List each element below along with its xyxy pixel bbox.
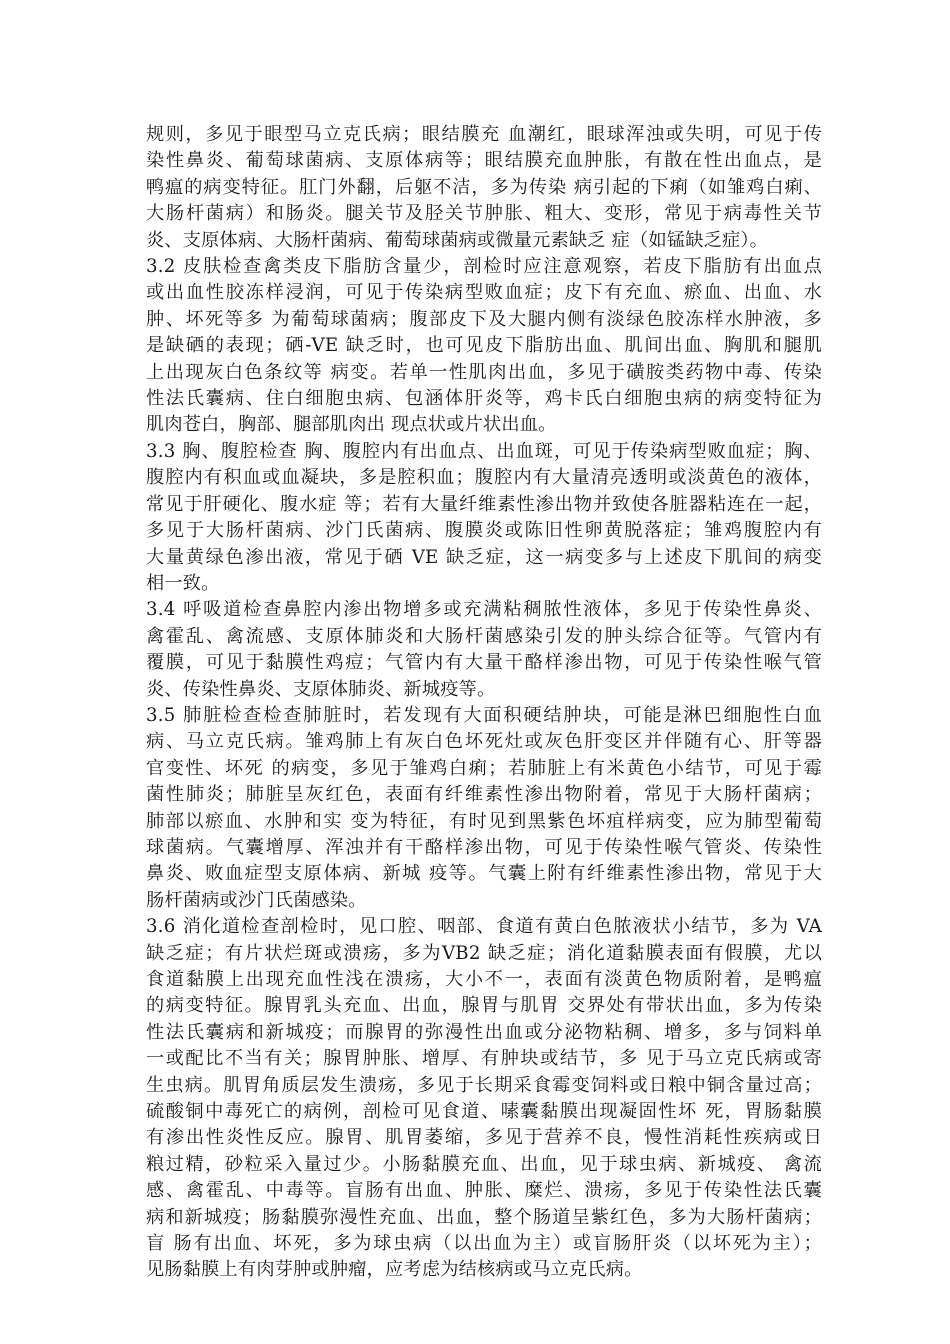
paragraph (146, 914, 822, 1284)
text-line: 腹腔内有积血或血凝块，多是腔积血；腹腔内有大量清亮透明或淡黄色的液体， (146, 467, 822, 489)
text-line: 缺乏症；有片状烂斑或溃疡，多为VB2 缺乏症；消化道黏膜表面有假膜，尤以 (146, 942, 822, 964)
text-line: 球菌病。气囊增厚、浑浊并有干酪样渗出物，可见于传染性喉气管炎、传染性 (146, 836, 822, 858)
text-line: 或出血性胶冻样浸润，可见于传染病型败血症；皮下有充血、瘀血、出血、水 (146, 282, 822, 304)
text-line: 一或配比不当有关；腺胃肿胀、增厚、有肿块或结节，多 见于马立克氏病或寄 (146, 1048, 822, 1070)
text-line: 菌性肺炎；肺脏呈灰红色，表面有纤维素性渗出物附着，常见于大肠杆菌病； (146, 784, 822, 806)
text-line: 覆膜，可见于黏膜性鸡痘；气管内有大量干酪样渗出物，可见于传染性喉气管 (146, 652, 822, 674)
paragraph (146, 254, 822, 439)
text-line: 3.4 呼吸道检查鼻腔内渗出物增多或充满粘稠脓性液体，多见于传染性鼻炎、 (146, 599, 822, 621)
text-line: 肺部以瘀血、水肿和实 变为特征，有时见到黑紫色坏疽样病变，应为肺型葡萄 (146, 810, 822, 832)
text-line: 3.6 消化道检查剖检时，见口腔、咽部、食道有黄白色脓液状小结节，多为 VA (146, 916, 822, 938)
text-line: 大量黄绿色渗出液，常见于硒 VE 缺乏症，这一病变多与上述皮下肌间的病变 (146, 546, 822, 568)
text-line: 鼻炎、败血症型支原体病、新城 疫等。气囊上附有纤维素性渗出物，常见于大 (146, 863, 822, 885)
text-line: 禽霍乱、禽流感、支原体肺炎和大肠杆菌感染引发的肿头综合征等。气管内有 (146, 625, 822, 647)
text-line: 炎、传染性鼻炎、支原体肺炎、新城疫等。 (146, 678, 496, 700)
paragraph (146, 439, 822, 597)
text-line: 肠杆菌病或沙门氏菌感染。 (146, 889, 367, 911)
text-line: 病、马立克氏病。雏鸡肺上有灰白色坏死灶或灰色肝变区并伴随有心、肝等器 (146, 731, 822, 753)
text-line: 的病变特征。腺胃乳头充血、出血，腺胃与肌胃 交界处有带状出血，多为传染 (146, 995, 822, 1017)
paragraph (146, 703, 822, 914)
text-line: 有渗出性炎性反应。腺胃、肌胃萎缩，多见于营养不良，慢性消耗性疾病或日 (146, 1127, 822, 1149)
text-line: 性法氏囊病和新城疫；而腺胃的弥漫性出血或分泌物粘稠、增多，多与饲料单 (146, 1021, 822, 1043)
text-line: 是缺硒的表现；硒-VE 缺乏时，也可见皮下脂肪出血、肌间出血、胸肌和腿肌 (146, 335, 822, 357)
text-line: 大肠杆菌病）和肠炎。腿关节及胫关节肿胀、粗大、变形，常见于病毒性关节 (146, 203, 822, 225)
document-page (146, 122, 822, 1284)
text-line: 多见于大肠杆菌病、沙门氏菌病、腹膜炎或陈旧性卵黄脱落症；雏鸡腹腔内有 (146, 520, 822, 542)
text-line: 硫酸铜中毒死亡的病例，剖检可见食道、嗉囊黏膜出现凝固性坏 死，胃肠黏膜 (146, 1101, 822, 1123)
text-line: 感、禽霍乱、中毒等。盲肠有出血、肿胀、糜烂、溃疡，多见于传染性法氏囊 (146, 1180, 822, 1202)
text-line: 常见于肝硬化、腹水症 等；若有大量纤维素性渗出物并致使各脏器粘连在一起， (146, 493, 822, 515)
text-line: 3.2 皮肤检查禽类皮下脂肪含量少，剖检时应注意观察，若皮下脂肪有出血点 (146, 256, 822, 278)
text-line: 肌肉苍白，胸部、腿部肌肉出 现点状或片状出血。 (146, 414, 557, 436)
text-line: 3.3 胸、腹腔检查 胸、腹腔内有出血点、出血斑，可见于传染病型败血症；胸、 (146, 440, 822, 462)
text-line: 性法氏囊病、住白细胞虫病、包涵体肝炎等，鸡卡氏白细胞虫病的病变特征为 (146, 388, 822, 410)
paragraph (146, 122, 822, 254)
text-line: 鸭瘟的病变特征。肛门外翻，后躯不洁，多为传染 病引起的下痢（如雏鸡白痢、 (146, 176, 822, 198)
text-line: 上出现灰白色条纹等 病变。若单一性肌肉出血，多见于磺胺类药物中毒、传染 (146, 361, 822, 383)
paragraph (146, 597, 822, 703)
text-line: 生虫病。肌胃角质层发生溃疡，多见于长期采食霉变饲料或日粮中铜含量过高； (146, 1074, 822, 1096)
text-line: 盲 肠有出血、坏死，多为球虫病（以出血为主）或盲肠肝炎（以坏死为主）； (146, 1233, 822, 1255)
text-line: 食道黏膜上出现充血性浅在溃疡，大小不一，表面有淡黄色物质附着，是鸭瘟 (146, 969, 822, 990)
text-line: 病和新城疫；肠黏膜弥漫性充血、出血，整个肠道呈紫红色，多为大肠杆菌病； (146, 1206, 822, 1228)
text-line: 3.5 肺脏检查检查肺脏时，若发现有大面积硬结肿块，可能是淋巴细胞性白血 (146, 704, 822, 726)
text-line: 炎、支原体病、大肠杆菌病、葡萄球菌病或微量元素缺乏 症（如锰缺乏症）。 (146, 229, 769, 251)
text-line: 官变性、坏死 的病变，多见于雏鸡白痢；若肺脏上有米黄色小结节，可见于霉 (146, 757, 822, 779)
text-line: 相一致。 (146, 572, 220, 594)
text-line: 规则，多见于眼型马立克氏病；眼结膜充 血潮红，眼球浑浊或失明，可见于传 (146, 124, 822, 145)
text-line: 染性鼻炎、葡萄球菌病、支原体病等；眼结膜充血肿胀，有散在性出血点，是 (146, 150, 822, 172)
text-line: 肿、坏死等多 为葡萄球菌病；腹部皮下及大腿内侧有淡绿色胶冻样水肿液，多 (146, 308, 822, 330)
text-line: 粮过精，砂粒采入量过少。小肠黏膜充血、出血，见于球虫病、新城疫、 禽流 (146, 1153, 822, 1175)
text-line: 见肠黏膜上有肉芽肿或肿瘤，应考虑为结核病或马立克氏病。 (146, 1259, 643, 1281)
